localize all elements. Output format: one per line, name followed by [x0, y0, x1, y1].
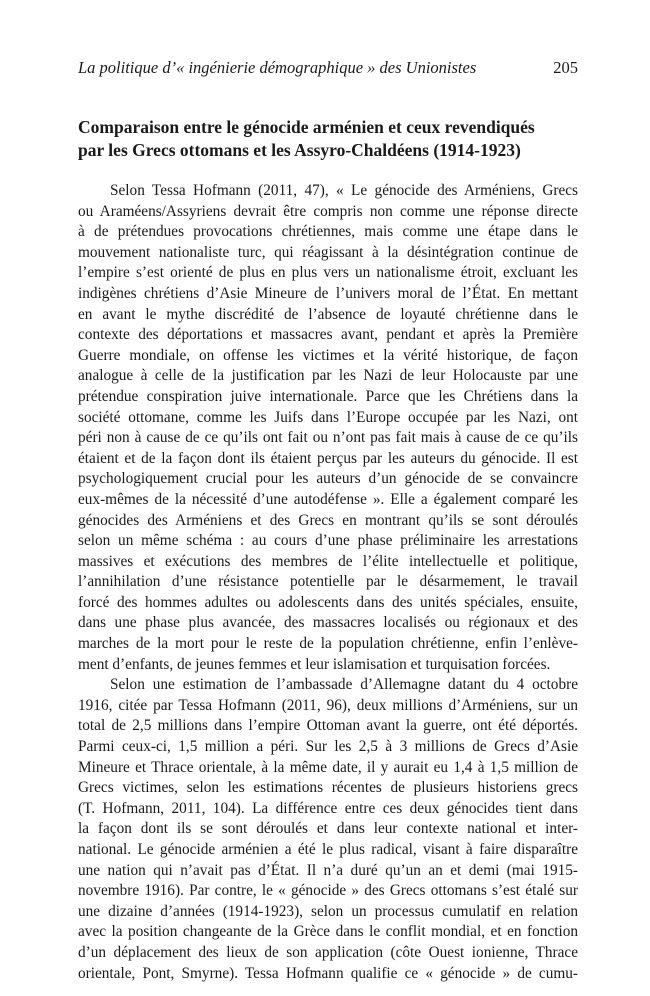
text-line: indigènes chrétiens d’Asie Mineure de l’univers moral de l’État. En mettant — [78, 284, 578, 302]
text-line: eux-mêmes de la nécessité d’une autodéfense ». Elle a également comparé les — [78, 490, 578, 508]
text-line: marches de la mort pour le reste de la population chrétienne, enfin l’enlève- — [78, 635, 578, 653]
text-line: l’annihilation d’une résistance potentielle par le désarmement, le travail — [78, 573, 578, 591]
text-line: dans une phase plus avancée, des massacres localisés ou régionaux et des — [78, 614, 578, 632]
text-line: une nation qui n’avait pas d’État. Il n’a duré qu’un an et demi (mai 1915- — [78, 861, 578, 879]
text-line: prétendue conspiration juive internationale. Parce que les Chrétiens dans la — [78, 387, 578, 405]
text-line: génocides des Arméniens et des Grecs en montrant qu’ils se sont déroulés — [78, 511, 578, 529]
text-line: en avant le mythe discrédité de l’absence de loyauté chrétienne dans le — [78, 305, 578, 323]
text-line: mouvement nationaliste turc, qui réagissant à la désintégration continue de — [78, 243, 578, 261]
text-line: Mineure et Thrace orientale, à la même date, il y aurait eu 1,4 à 1,5 million de — [78, 758, 578, 776]
text-line: Parmi ceux-ci, 1,5 million a péri. Sur les 2,5 à 3 millions de Grecs d’Asie — [78, 738, 578, 756]
text-line: selon un même schéma : au cours d’une phase préliminaire les arrestations — [78, 532, 578, 550]
text-line: Selon Tessa Hofmann (2011, 47), « Le génocide des Arméniens, Grecs — [110, 182, 578, 199]
text-line: forcé des hommes adultes ou adolescents dans des unités spéciales, ensuite, — [78, 593, 578, 611]
text-line: contexte des déportations et massacres avant, pendant et après la Première — [78, 326, 578, 344]
text-line: massives et exécutions des membres de l’élite intellectuelle et politique, — [78, 552, 578, 570]
running-title: La politique d’« ingénierie démographique » des Unionistes — [78, 58, 477, 77]
text-line: ou Araméens/Assyriens devrait être compris non comme une réponse directe — [78, 202, 578, 220]
text-line: l’empire s’est orienté de plus en plus vers un nationalisme étroit, excluant les — [78, 264, 578, 282]
text-line: Guerre mondiale, on offense les victimes et la vérité historique, de façon — [78, 346, 578, 364]
text-line: analogue à celle de la justification par les Nazi de leur Holocauste par une — [78, 367, 578, 385]
text-line: étaient et de la façon dont ils étaient perçus par les auteurs du génocide. Il est — [78, 449, 578, 467]
text-line: Grecs victimes, selon les estimations récentes de plusieurs historiens grecs — [78, 779, 578, 797]
text-line: la façon dont ils se sont déroulés et dans leur contexte national et inter- — [78, 820, 578, 838]
text-line: ment d’enfants, de jeunes femmes et leur islamisation et turquisation forcées. — [78, 655, 551, 673]
text-line: péri non à cause de ce qu’ils ont fait ou n’ont pas fait mais à cause de ce qu’ils — [78, 429, 578, 447]
text-line: orientale, Pont, Smyrne). Tessa Hofmann qualifie ce « génocide » de cumu- — [78, 964, 578, 982]
text-line: société ottomane, comme les Juifs dans l’Europe occupée par les Nazi, ont — [78, 408, 578, 426]
section-heading-line: par les Grecs ottomans et les Assyro-Chaldéens (1914-1923) — [78, 140, 521, 160]
text-line: national. Le génocide arménien a été le plus radical, visant à faire disparaître — [78, 841, 578, 858]
paragraph — [78, 181, 578, 675]
text-line: (T. Hofmann, 2011, 104). La différence entre ces deux génocides tient dans — [78, 799, 578, 817]
running-head — [78, 58, 578, 78]
text-line: total de 2,5 millions dans l’empire Ottoman avant la guerre, ont été déportés. — [78, 717, 578, 735]
text-line: psychologiquement crucial pour les auteurs d’un génocide de se convaincre — [78, 470, 578, 488]
text-line: une dizaine d’années (1914-1923), selon un processus cumulatif en relation — [78, 902, 578, 920]
text-line: Selon une estimation de l’ambassade d’Allemagne datant du 4 octobre — [110, 676, 578, 694]
section-heading — [78, 116, 578, 162]
text-line: avec la position changeante de la Grèce dans le conflit mondial, et en fonction — [78, 923, 578, 941]
body-text — [78, 181, 578, 984]
text-line: d’un déplacement des lieux de son application (côte Ouest ionienne, Thrace — [78, 943, 578, 961]
page-number: 205 — [553, 58, 578, 77]
text-line: à de prétendues provocations chrétiennes, mais comme une étape dans le — [78, 223, 578, 241]
text-line: 1916, citée par Tessa Hofmann (2011, 96), deux millions d’Arméniens, sur un — [78, 696, 578, 714]
section-heading-line: Comparaison entre le génocide arménien et ceux revendiqués — [78, 117, 535, 137]
paragraph — [78, 675, 578, 984]
text-line: novembre 1916). Par contre, le « génocide » des Grecs ottomans s’est étalé sur — [78, 882, 578, 900]
